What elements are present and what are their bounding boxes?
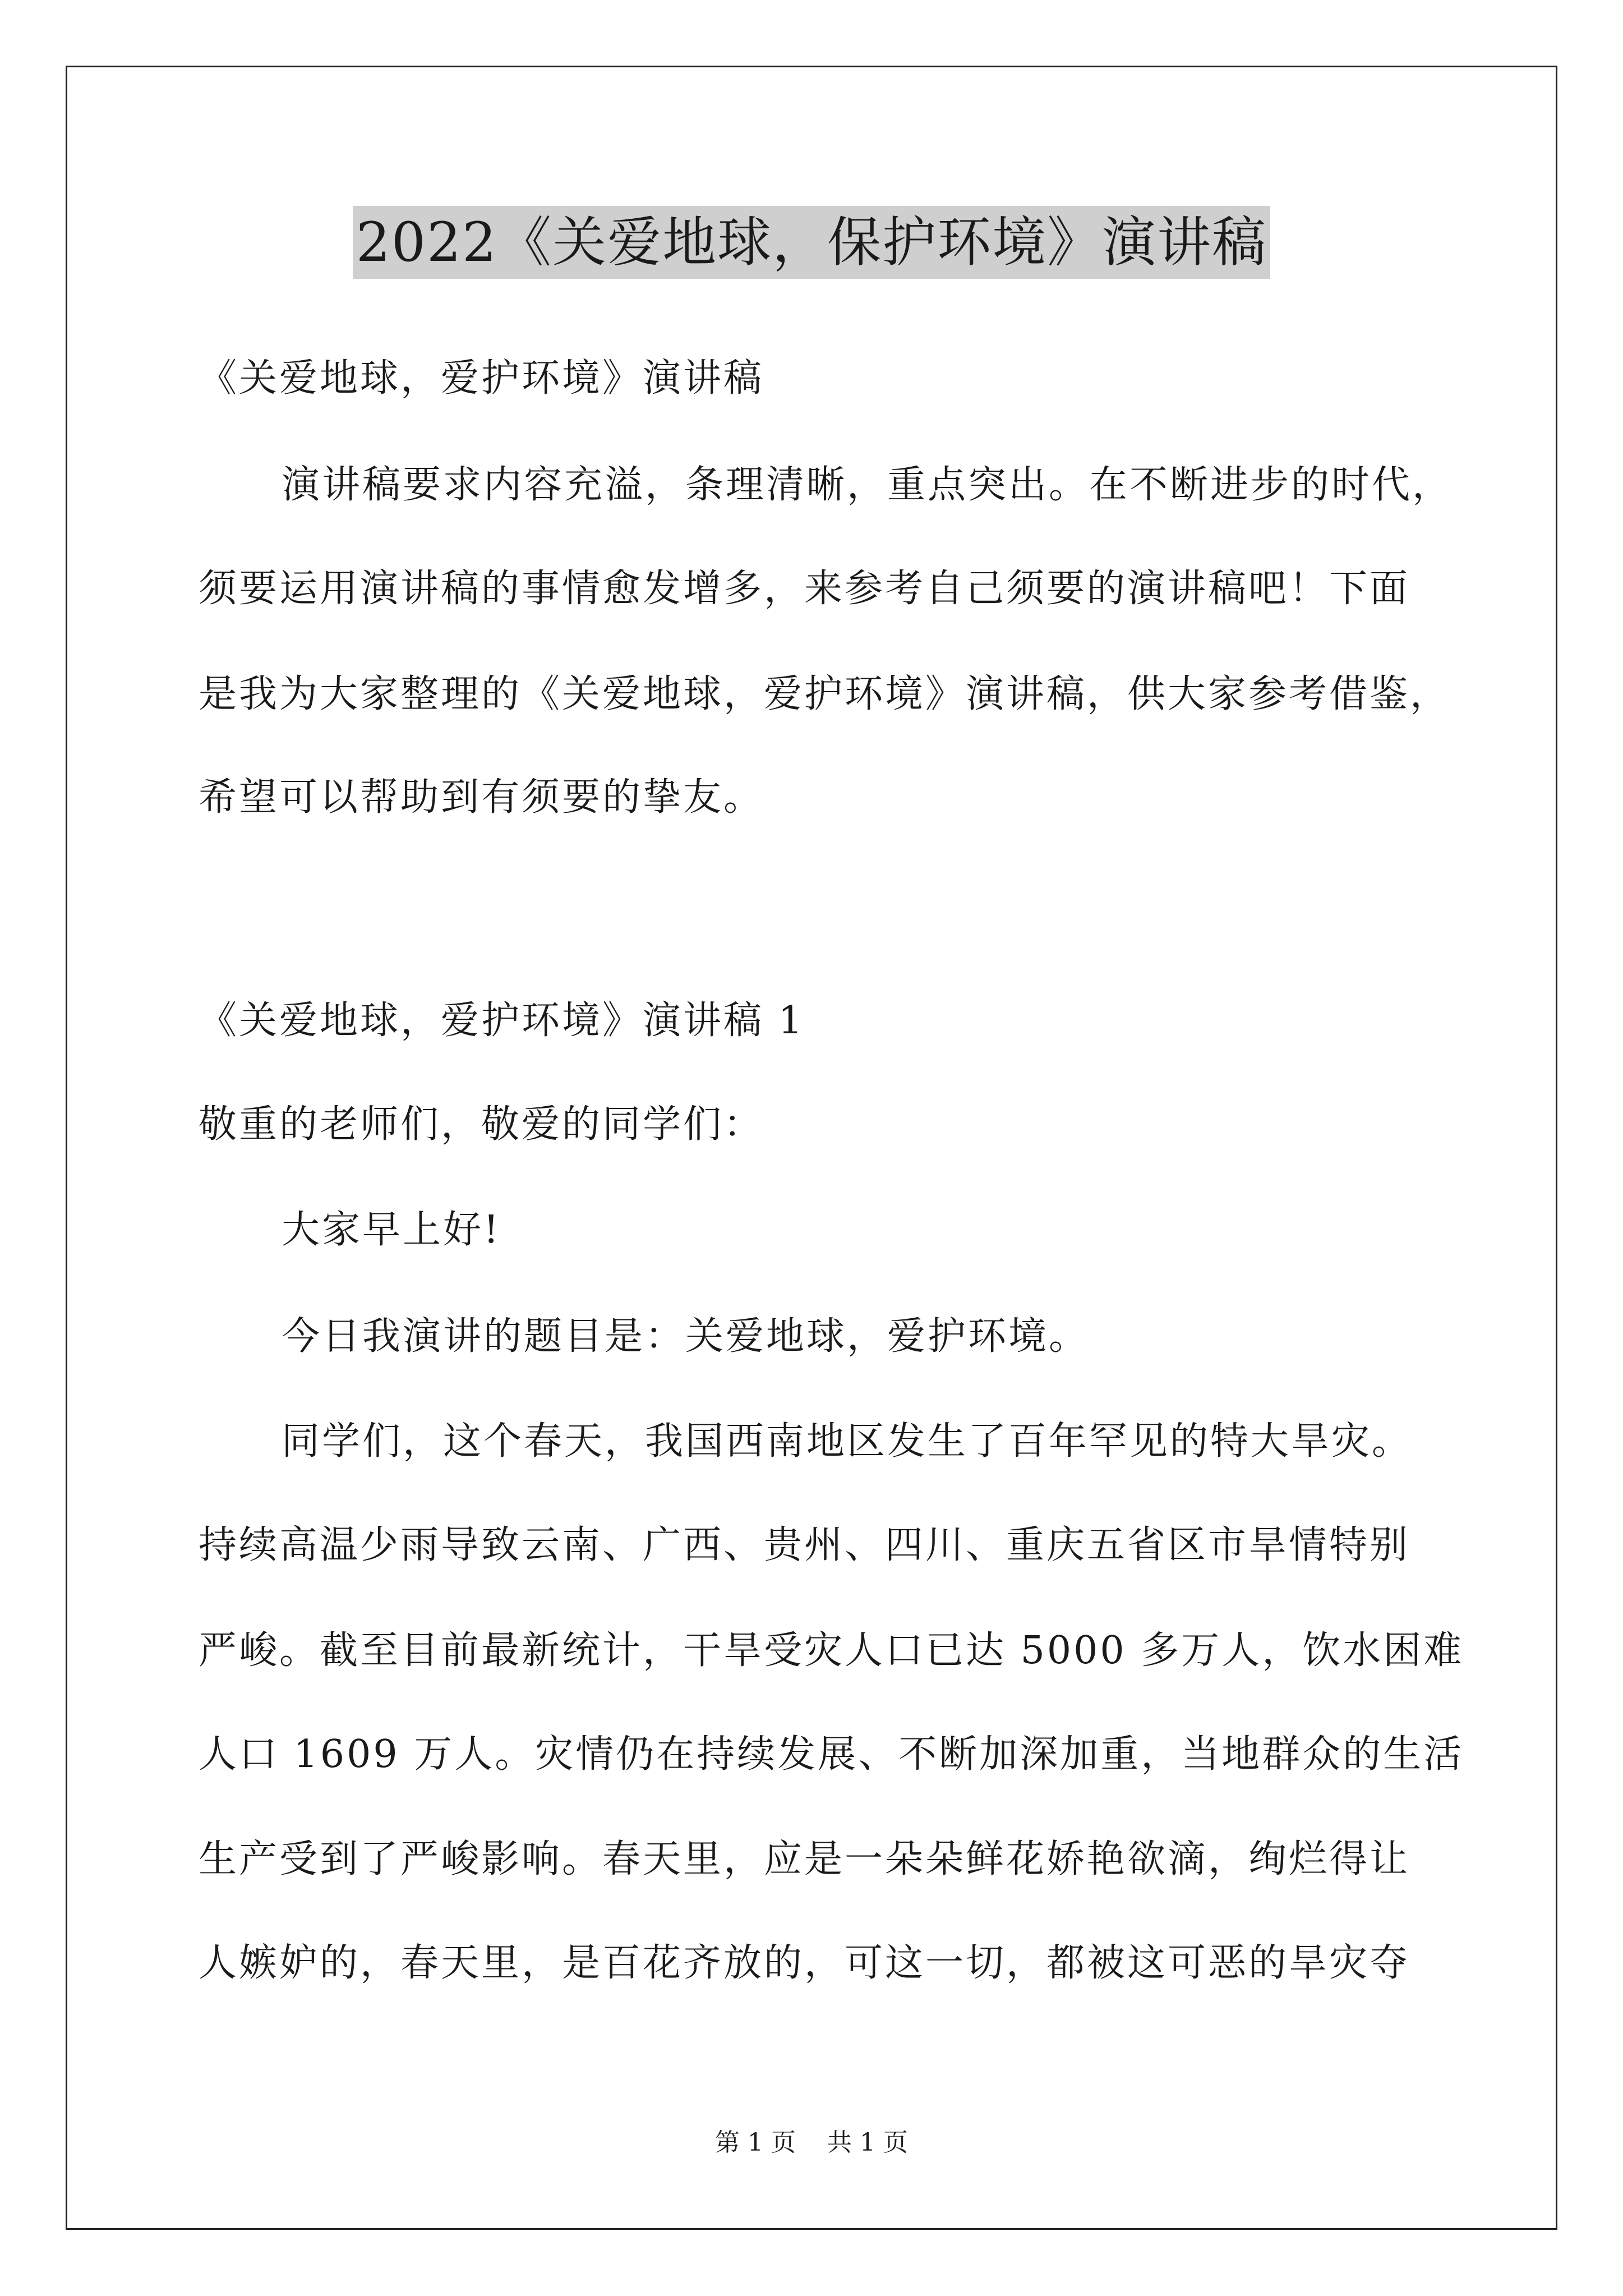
page-footer: 第 1 页 共 1 页	[715, 2128, 908, 2157]
section-title: 《关爱地球，爱护环境》演讲稿 1	[199, 999, 805, 1043]
greeting: 大家早上好!	[282, 1208, 501, 1252]
body-line-3: 严峻。截至目前最新统计，干旱受灾人口已达 5000 多万人，饮水困难	[199, 1628, 1464, 1673]
intro-line-2: 须要运用演讲稿的事情愈发增多，来参考自己须要的演讲稿吧！下面	[199, 567, 1410, 611]
topic-line: 今日我演讲的题目是：关爱地球，爱护环境。	[282, 1314, 1090, 1359]
body-line-6: 人嫉妒的，春天里，是百花齐放的，可这一切，都被这可恶的旱灾夺	[199, 1941, 1410, 1985]
body-line-1: 同学们，这个春天，我国西南地区发生了百年罕见的特大旱灾。	[282, 1419, 1413, 1464]
salutation: 敬重的老师们，敬爱的同学们：	[199, 1102, 764, 1147]
document-title	[0, 203, 1623, 282]
body-line-4: 人口 1609 万人。灾情仍在持续发展、不断加深加重，当地群众的生活	[199, 1732, 1464, 1777]
intro-line-3: 是我为大家整理的《关爱地球，爱护环境》演讲稿，供大家参考借鉴，	[199, 672, 1451, 716]
body-line-2: 持续高温少雨导致云南、广西、贵州、四川、重庆五省区市旱情特别	[199, 1523, 1410, 1567]
intro-line-4: 希望可以帮助到有须要的挚友。	[199, 775, 764, 820]
intro-line-1: 演讲稿要求内容充溢，条理清晰，重点突出。在不断进步的时代，	[282, 463, 1453, 507]
body-line-5: 生产受到了严峻影响。春天里，应是一朵朵鲜花娇艳欲滴，绚烂得让	[199, 1837, 1410, 1881]
document-title-text: 2022《关爱地球，保护环境》演讲稿	[353, 206, 1270, 279]
subtitle: 《关爱地球，爱护环境》演讲稿	[199, 356, 764, 401]
